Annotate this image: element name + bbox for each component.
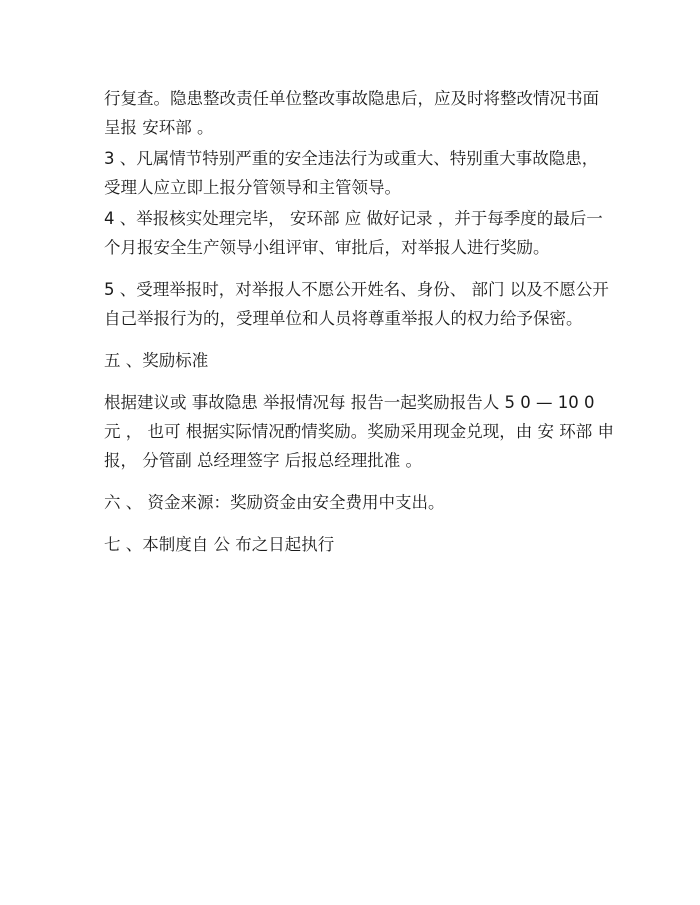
paragraph-rectification-report (104, 84, 604, 142)
section-heading-effective-date (104, 530, 604, 559)
paragraph-item-4 (104, 204, 604, 262)
section-heading: 五 、奖励标准 (104, 351, 209, 370)
section-heading: 七 、本制度自 公 布之日起执行 (104, 535, 335, 554)
text-line: 5 、受理举报时，对举报人不愿公开姓名、身份、 部门 以及不愿公开 (104, 280, 609, 299)
document-body (104, 84, 614, 559)
text-line: 受理人应立即上报分管领导和主管领导。 (104, 178, 401, 197)
paragraph-item-3 (104, 144, 604, 202)
text-line: 呈报 安环部 。 (104, 118, 214, 137)
text-line: 元 ， 也可 根据实际情况酌情奖励。奖励采用现金兑现，由 安 环部 申 (104, 422, 614, 441)
paragraph-reward-details (104, 388, 614, 475)
text-line: 4 、举报核实处理完毕， 安环部 应 做好记录 ，并于每季度的最后一 (104, 209, 603, 228)
text-line: 3 、凡属情节特别严重的安全违法行为或重大、特别重大事故隐患， (104, 149, 599, 168)
section-heading-funding-source (104, 488, 604, 517)
text-line: 个月报安全生产领导小组评审、审批后，对举报人进行奖励。 (104, 238, 550, 257)
text-line: 自己举报行为的，受理单位和人员将尊重举报人的权力给予保密。 (104, 309, 583, 328)
text-line: 根据建议或 事故隐患 举报情况每 报告一起奖励报告人 5 0 — 10 0 (104, 393, 595, 412)
paragraph-item-5 (104, 275, 609, 333)
section-heading: 六 、 资金来源：奖励资金由安全费用中支出。 (104, 493, 445, 512)
text-line: 行复查。隐患整改责任单位整改事故隐患后，应及时将整改情况书面 (104, 89, 599, 108)
text-line: 报， 分管副 总经理签字 后报总经理批准 。 (104, 451, 422, 470)
section-heading-reward-standard (104, 346, 604, 375)
